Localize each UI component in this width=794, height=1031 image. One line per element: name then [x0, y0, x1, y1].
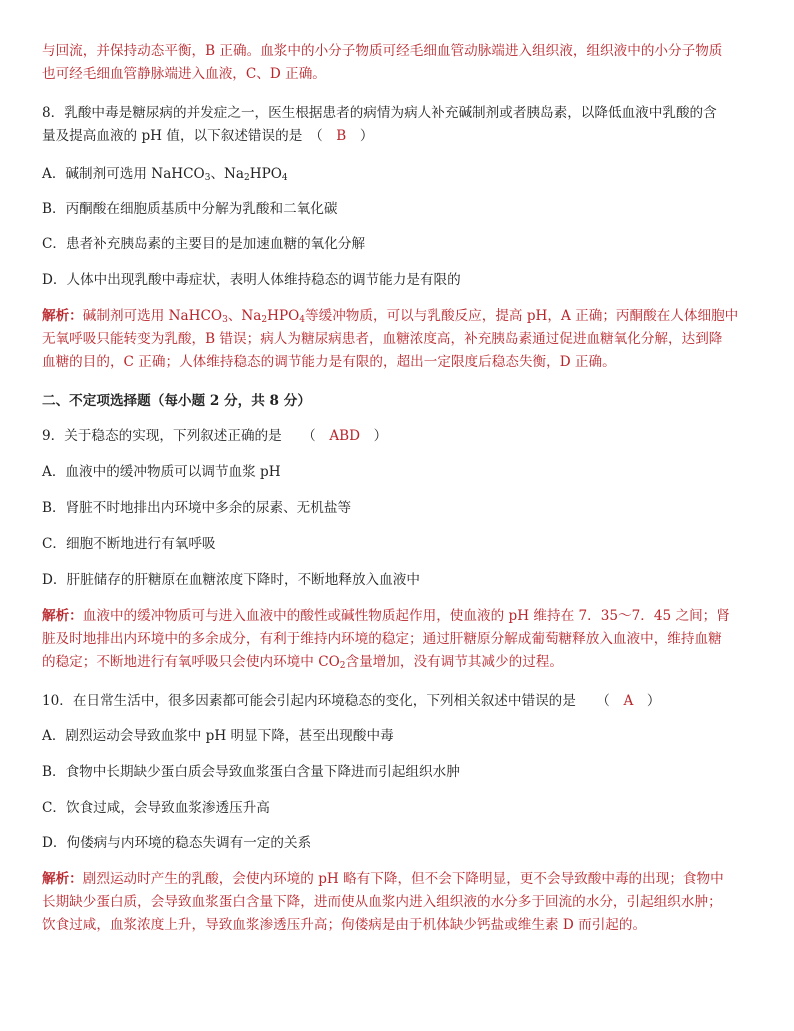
text-line: 血糖的目的，C 正确；人体维持稳态的调节能力是有限的，超出一定限度后稳态失衡，D 正确。	[42, 354, 616, 370]
text-line: 解析：碱制剂可选用 NaHCO$_3$、$Na_2HPO_4$等缓冲物质，可以与乳酸反应，提高 pH，A 正确；丙酮酸在人体细胞中	[42, 308, 739, 325]
question-9-option-c: C．细胞不断地进行有氧呼吸	[42, 536, 216, 552]
answer-badge: B	[336, 128, 347, 144]
question-9-option-a: A．血液中的缓冲物质可以调节血浆 pH	[42, 464, 281, 480]
text-line: 无氧呼吸只能转变为乳酸，B 错误；病人为糖尿病患者，血糖浓度高，补充胰岛素通过促进血糖氧化分解，达到降	[42, 331, 723, 347]
question-8-option-c: C．患者补充胰岛素的主要目的是加速血糖的氧化分解	[42, 236, 366, 252]
analysis-label: 解析：	[42, 871, 83, 887]
section-2-heading: 二、不定项选择题（每小题 2 分，共 8 分）	[42, 393, 311, 409]
answer-badge: ABD	[329, 428, 361, 444]
question-8-analysis	[42, 305, 756, 374]
question-9-analysis	[42, 605, 756, 674]
text-line: 长期缺少蛋白质，会导致血浆蛋白含量下降，进而使从血浆内进入组织液的水分多于回流的水分，引起组织水肿；	[42, 894, 722, 910]
text-line: 与回流，并保持动态平衡，B 正确。血浆中的小分子物质可经毛细血管动脉端进入组织液，组织液中的小分子物质	[42, 43, 723, 59]
question-9-option-d: D．肝脏储存的肝糖原在血糖浓度下降时，不断地释放入血液中	[42, 572, 420, 588]
question-9-option-b: B．肾脏不时地排出内环境中多余的尿素、无机盐等	[42, 500, 352, 516]
text-line: 也可经毛细血管静脉端进入血液，C、D 正确。	[42, 66, 326, 82]
text-line: 量及提高血液的 pH 值，以下叙述错误的是 （ B ）	[42, 128, 374, 144]
text-line: 解析：血液中的缓冲物质可与进入血液中的酸性或碱性物质起作用，使血液的 pH 维持在 7．35～7．45 之间；肾	[42, 608, 730, 624]
text-line: 8．乳酸中毒是糖尿病的并发症之一，医生根据患者的病情为病人补充碱制剂或者胰岛素，以降低血液中乳酸的含	[42, 105, 717, 121]
question-10-option-d: D．佝偻病与内环境的稳态失调有一定的关系	[42, 835, 312, 851]
answer-badge: A	[623, 693, 634, 709]
question-8-option-d: D．人体中出现乳酸中毒症状，表明人体维持稳态的调节能力是有限的	[42, 272, 461, 288]
question-8-option-b: B．丙酮酸在细胞质基质中分解为乳酸和二氧化碳	[42, 201, 338, 217]
question-10-option-b: B．食物中长期缺少蛋白质会导致血浆蛋白含量下降进而引起组织水肿	[42, 764, 460, 780]
question-10-option-c: C．饮食过咸，会导致血浆渗透压升高	[42, 800, 270, 816]
question-10-option-a: A．剧烈运动会导致血浆中 pH 明显下降，甚至出现酸中毒	[42, 728, 394, 744]
analysis-label: 解析：	[42, 308, 83, 324]
previous-analysis-continuation	[42, 40, 756, 86]
question-8-option-a: A．碱制剂可选用 NaHCO$_3$、$Na_2HPO_4$	[42, 166, 288, 183]
text-line: 脏及时地排出内环境中的多余成分，有利于维持内环境的稳定；通过肝糖原分解成葡萄糖释放入血液中，维持血糖	[42, 631, 722, 647]
text-line: 解析：剧烈运动时产生的乳酸，会使内环境的 pH 略有下降，但不会下降明显，更不会导致酸中毒的出现；食物中	[42, 871, 724, 887]
text-line: 饮食过咸，血浆浓度上升，导致血浆渗透压升高；佝偻病是由于机体缺少钙盐或维生素 D 而引起的。	[42, 917, 647, 933]
question-10-analysis	[42, 868, 756, 937]
question-10-stem: 10．在日常生活中，很多因素都可能会引起内环境稳态的变化，下列相关叙述中错误的是 （ A ）	[42, 693, 661, 709]
analysis-label: 解析：	[42, 608, 83, 624]
question-9-stem: 9．关于稳态的实现，下列叙述正确的是 （ ABD ）	[42, 428, 388, 444]
question-8-stem	[42, 102, 756, 148]
text-line: 的稳定；不断地进行有氧呼吸只会使内环境中 $CO_2$含量增加，没有调节其减少的过程。	[42, 654, 563, 671]
